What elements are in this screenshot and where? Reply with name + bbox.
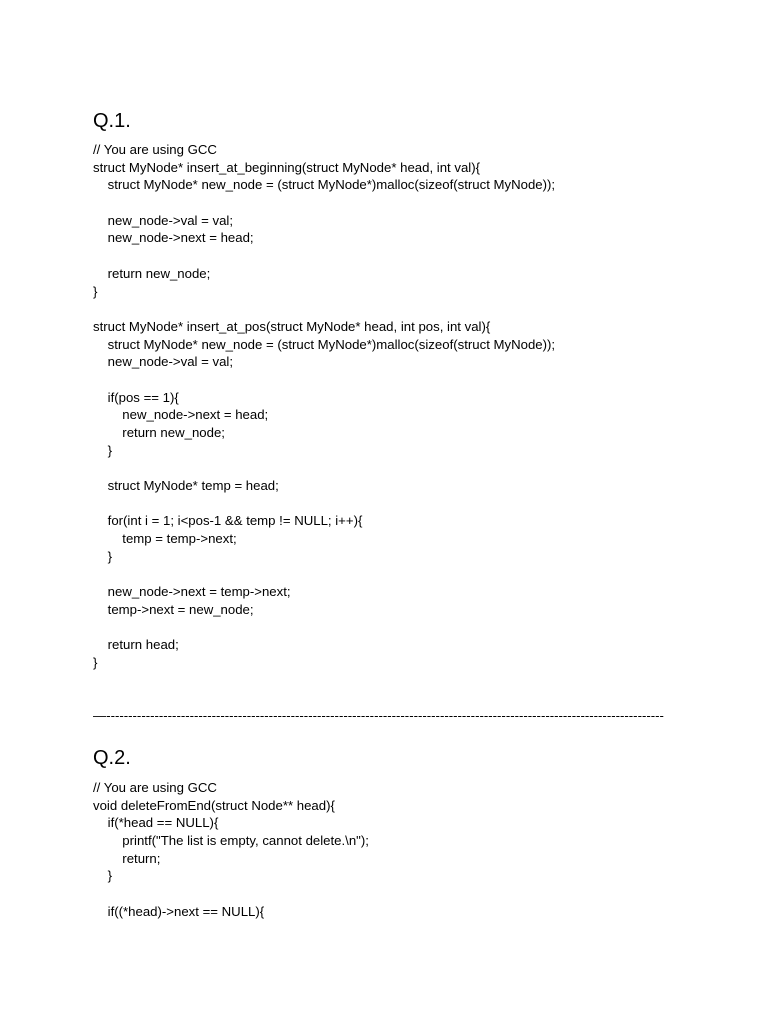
question-2-heading: Q.2.	[93, 747, 131, 769]
code-line: temp = temp->next;	[93, 531, 237, 547]
code-line: for(int i = 1; i<pos-1 && temp != NULL; i++){	[93, 513, 363, 529]
code-line: return head;	[93, 637, 179, 653]
code-line: new_node->next = temp->next;	[93, 584, 291, 600]
code-line: return new_node;	[93, 265, 211, 281]
code-line: struct MyNode* insert_at_beginning(struct MyNode* head, int val){	[93, 159, 481, 175]
code-line: // You are using GCC	[93, 142, 217, 157]
code-line: }	[93, 868, 113, 884]
code-line: if(*head == NULL){	[93, 815, 219, 831]
code-line: printf("The list is empty, cannot delete.\n");	[93, 833, 369, 849]
code-line	[93, 495, 733, 513]
code-line	[93, 566, 733, 584]
code-line: new_node->next = head;	[93, 230, 254, 246]
code-line: }	[93, 442, 113, 458]
code-line: if((*head)->next == NULL){	[93, 903, 265, 919]
code-line: new_node->next = head;	[93, 407, 269, 423]
question-1-heading: Q.1.	[93, 110, 131, 132]
code-line: struct MyNode* new_node = (struct MyNode*)malloc(sizeof(struct MyNode));	[93, 177, 556, 193]
code-line: if(pos == 1){	[93, 389, 179, 405]
code-line: new_node->val = val;	[93, 212, 234, 228]
code-line	[93, 300, 733, 318]
code-line	[93, 371, 733, 389]
code-line: }	[93, 654, 98, 670]
section-separator: —-------------------------------------------------------------------------------------------------------------------------------	[93, 708, 664, 723]
code-line: struct MyNode* temp = head;	[93, 478, 279, 494]
code-line: }	[93, 548, 113, 564]
code-line: struct MyNode* insert_at_pos(struct MyNode* head, int pos, int val){	[93, 318, 491, 334]
code-line	[93, 247, 733, 265]
code-line: return new_node;	[93, 425, 225, 440]
code-line	[93, 619, 733, 637]
code-line: return;	[93, 850, 161, 866]
question-1-code-block	[93, 141, 733, 672]
code-line: void deleteFromEnd(struct Node** head){	[93, 797, 335, 813]
code-line	[93, 194, 733, 212]
question-2-code-block	[93, 779, 733, 921]
code-line	[93, 885, 733, 903]
code-line: temp->next = new_node;	[93, 601, 254, 617]
code-line: struct MyNode* new_node = (struct MyNode*)malloc(sizeof(struct MyNode));	[93, 336, 556, 352]
code-line: }	[93, 283, 98, 299]
code-line	[93, 459, 733, 477]
code-line: new_node->val = val;	[93, 354, 234, 370]
code-line: // You are using GCC	[93, 780, 217, 795]
